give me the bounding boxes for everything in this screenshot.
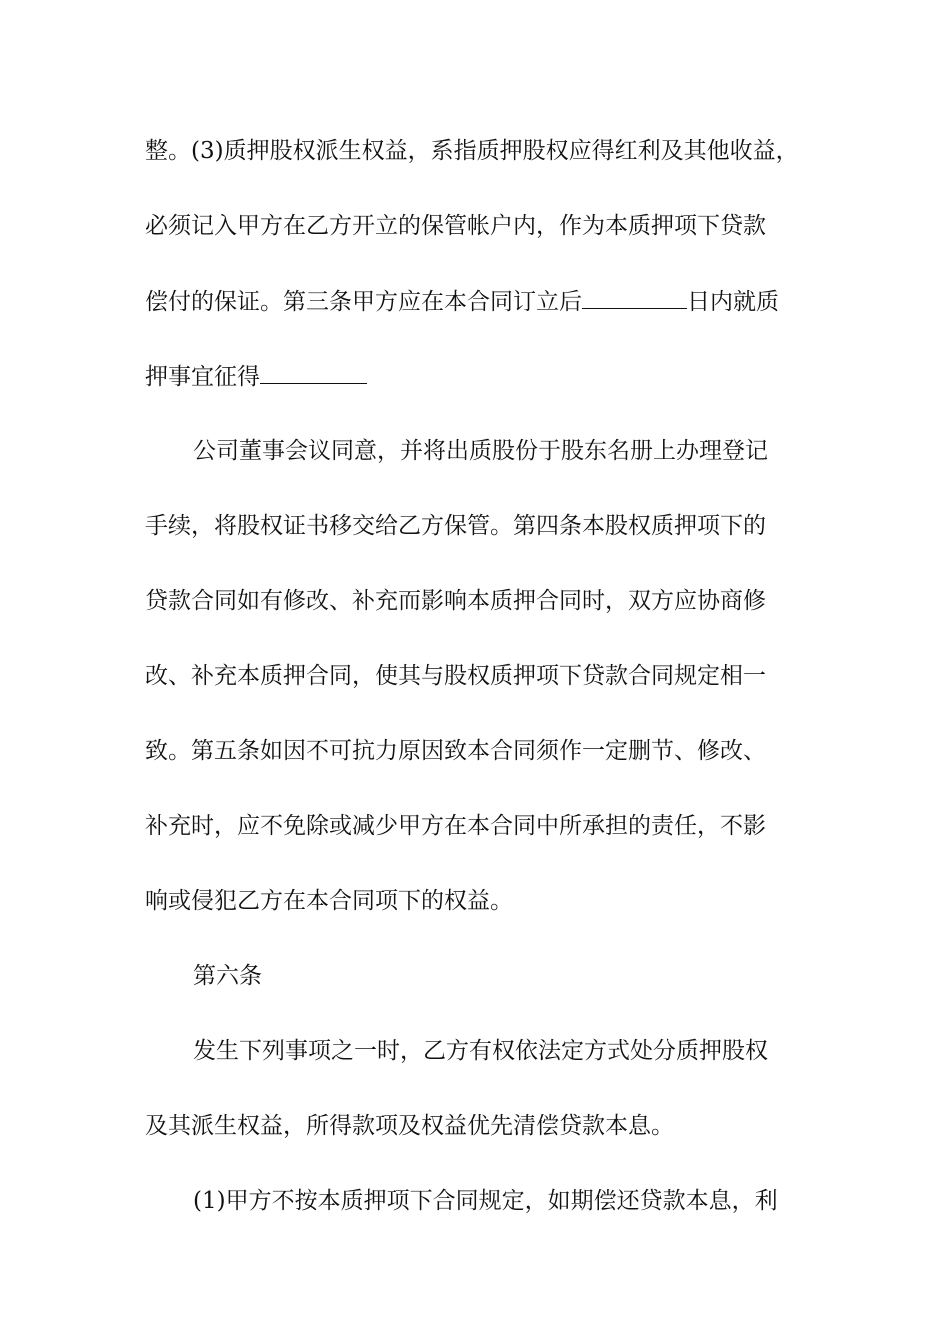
text-segment-before-blank: 偿付的保证。第三条甲方应在本合同订立后 [145, 289, 582, 315]
text-line-8: 改、补充本质押合同，使其与股权质押项下贷款合同规定相一 [145, 663, 766, 689]
section-heading-article-6: 第六条 [193, 963, 262, 989]
text-segment-before-blank: 押事宜征得 [145, 364, 260, 390]
text-line-13: 发生下列事项之一时，乙方有权依法定方式处分质押股权 [193, 1038, 768, 1064]
text-line-2: 必须记入甲方在乙方开立的保管帐户内，作为本质押项下贷款 [145, 213, 766, 239]
text-segment-after-blank: 日内就质 [687, 289, 779, 315]
text-line-14: 及其派生权益，所得款项及权益优先清偿贷款本息。 [145, 1113, 674, 1139]
text-line-10: 补充时，应不免除或减少甲方在本合同中所承担的责任，不影 [145, 813, 766, 839]
text-line-11: 响或侵犯乙方在本合同项下的权益。 [145, 888, 513, 914]
text-line-5: 公司董事会议同意，并将出质股份于股东名册上办理登记 [193, 438, 768, 464]
text-line-1: 整。(3)质押股权派生权益，系指质押股权应得红利及其他收益， [145, 138, 799, 164]
text-line-15: (1)甲方不按本质押项下合同规定，如期偿还贷款本息，利 [193, 1188, 778, 1214]
text-line-7: 贷款合同如有修改、补充而影响本质押合同时，双方应协商修 [145, 588, 766, 614]
text-line-3 [145, 286, 825, 317]
text-line-9: 致。第五条如因不可抗力原因致本合同须作一定删节、修改、 [145, 738, 766, 764]
text-line-4 [145, 361, 825, 392]
text-line-6: 手续，将股权证书移交给乙方保管。第四条本股权质押项下的 [145, 513, 766, 539]
fill-in-blank-company [260, 361, 367, 384]
fill-in-blank-days [582, 286, 687, 309]
